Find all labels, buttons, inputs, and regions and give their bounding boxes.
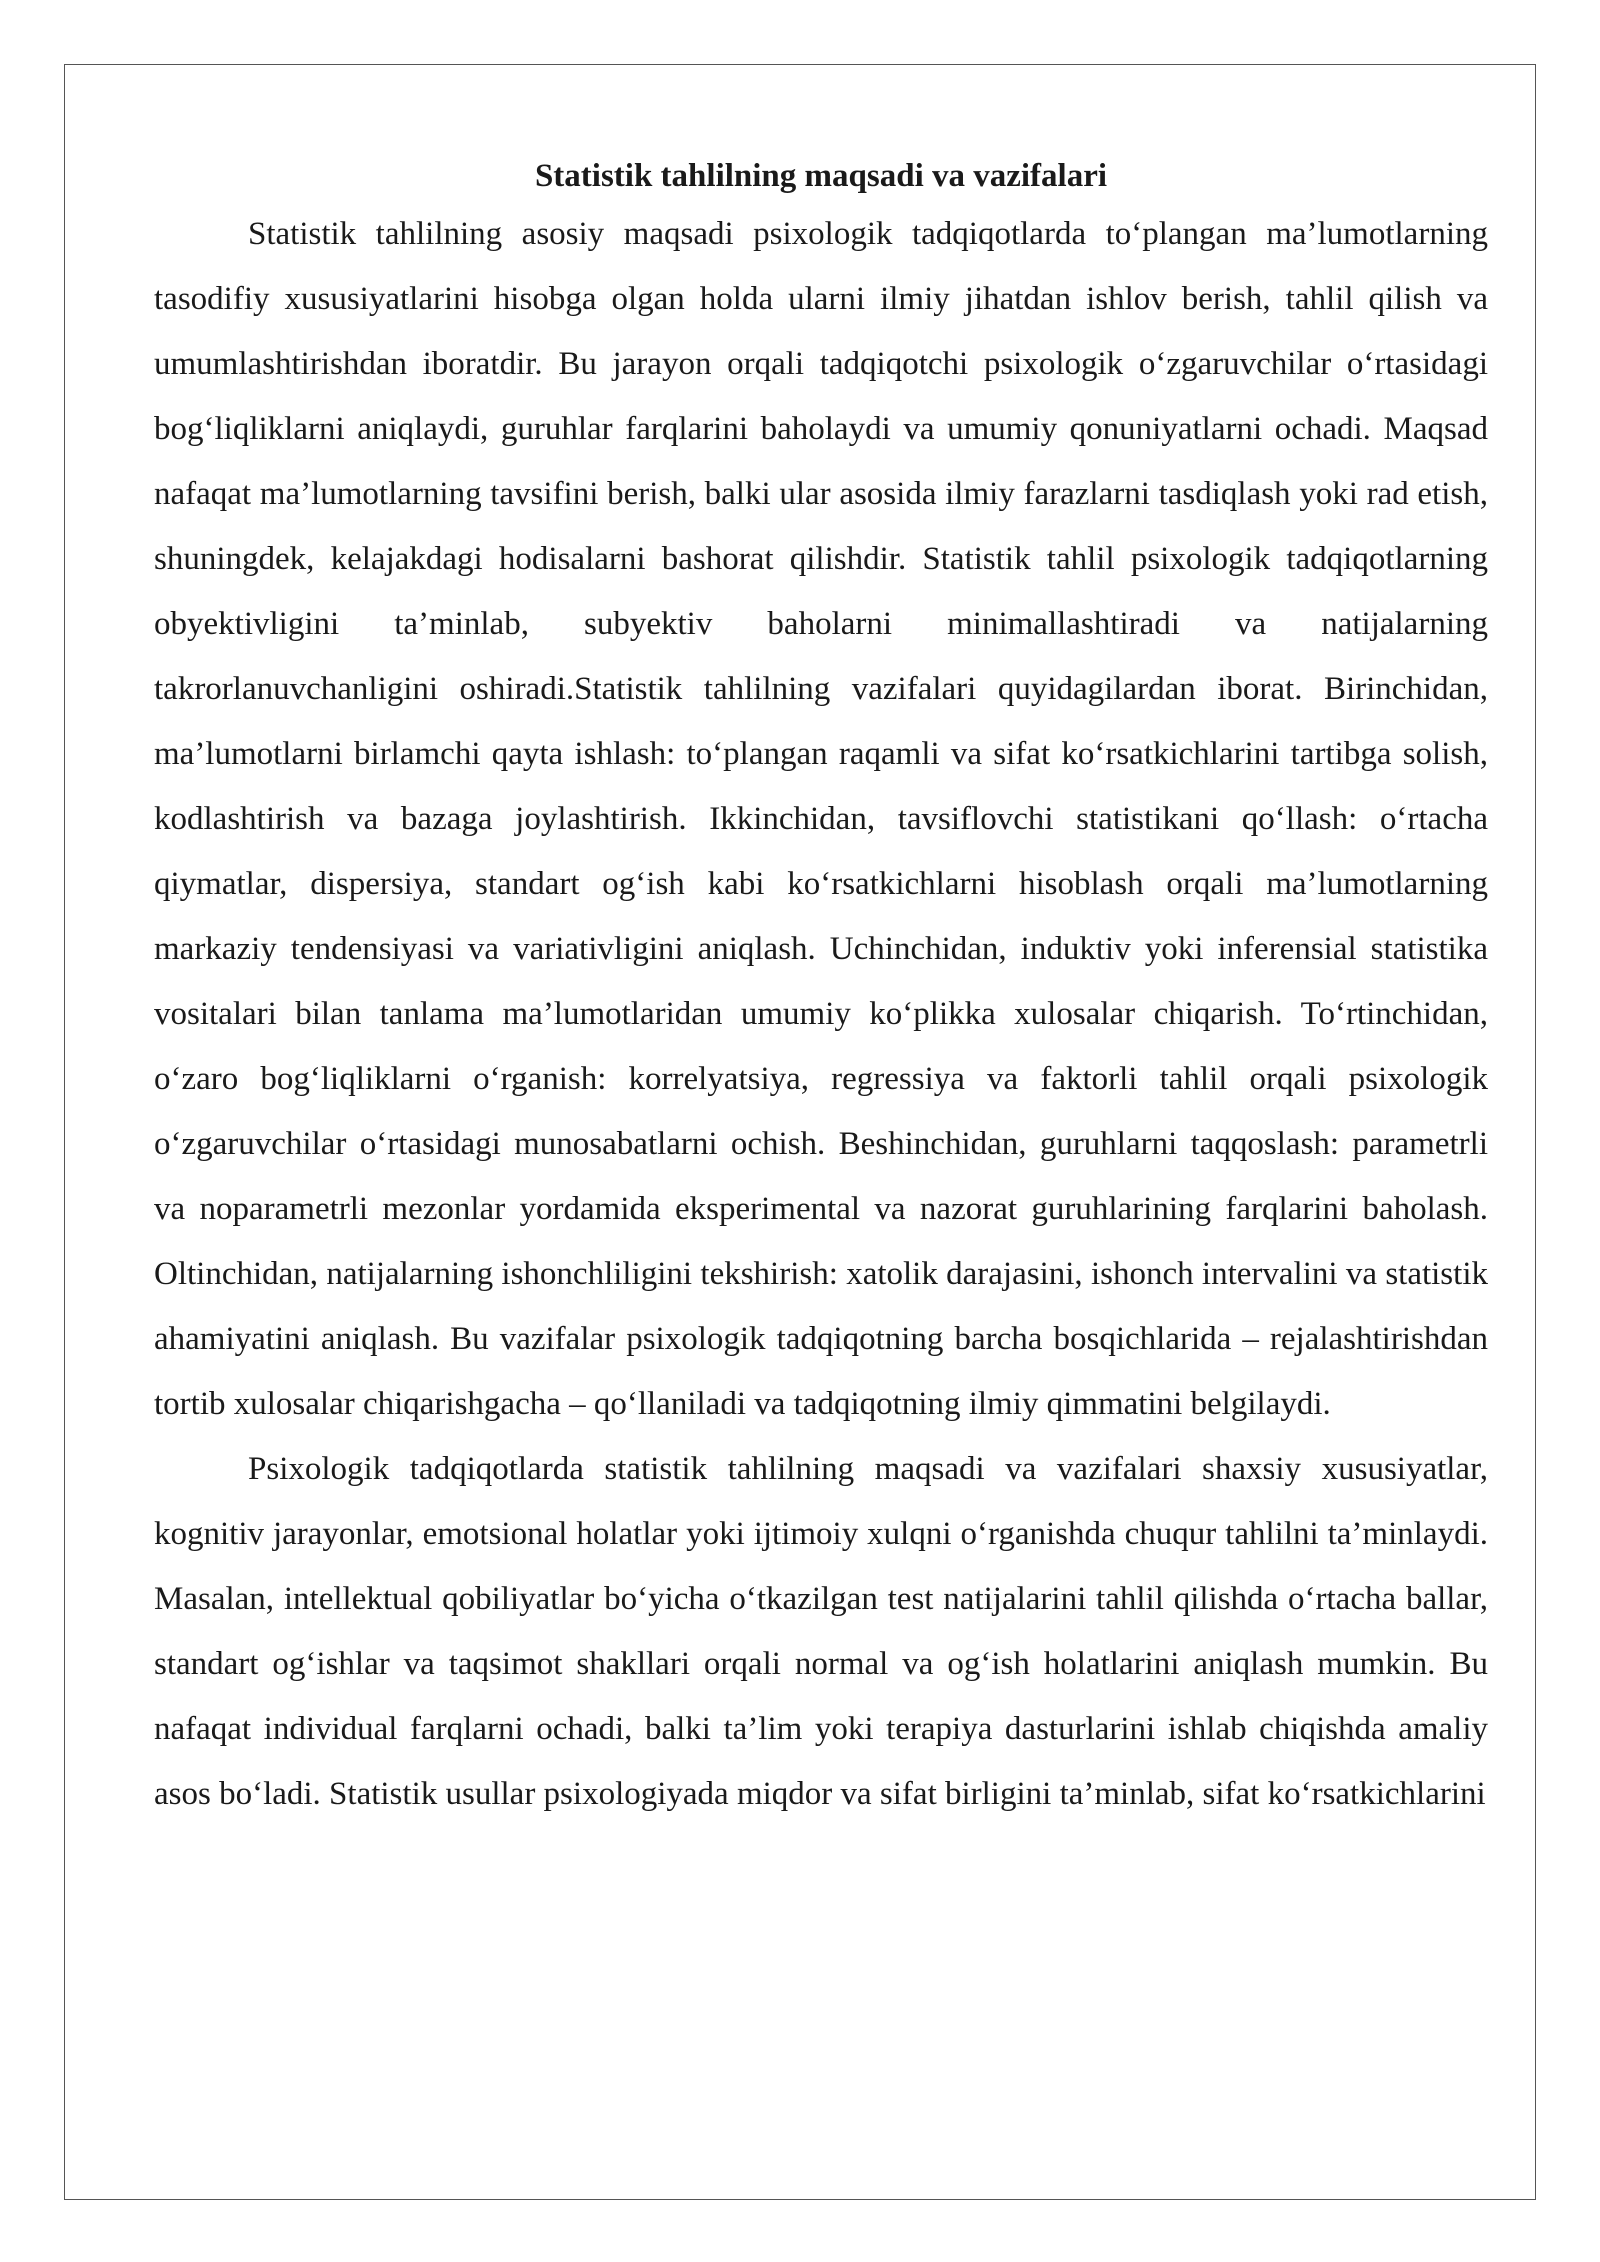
document-body xyxy=(154,150,1488,1827)
paragraph-1: Statistik tahlilning asosiy maqsadi psixologik tadqiqotlarda to‘plangan ma’lumotlarning tasodifiy xususiyatlarini hisobga olgan holda ularni ilmiy jihatdan ishlov berish, tahlil qilish va umumlashtirishdan iboratdir. Bu jarayon orqali tadqiqotchi psixologik o‘zgaruvchilar o‘rtasidagi bog‘liqliklarni aniqlaydi, guruhlar farqlarini baholaydi va umumiy qonuniyatlarni ochadi. Maqsad nafaqat ma’lumotlarning tavsifini berish, balki ular asosida ilmiy farazlarni tasdiqlash yoki rad etish, shuningdek, kelajakdagi hodisalarni bashorat qilishdir. Statistik tahlil psixologik tadqiqotlarning obyektivligini ta’minlab, subyektiv baholarni minimallashtiradi va natijalarning takrorlanuvchanligini oshiradi.Statistik tahlilning vazifalari quyidagilardan iborat. Birinchidan, ma’lumotlarni birlamchi qayta ishlash: to‘plangan raqamli va sifat ko‘rsatkichlarini tartibga solish, kodlashtirish va bazaga joylashtirish. Ikkinchidan, tavsiflovchi statistikani qo‘llash: o‘rtacha qiymatlar, dispersiya, standart og‘ish kabi ko‘rsatkichlarni hisoblash orqali ma’lumotlarning markaziy tendensiyasi va variativligini aniqlash. Uchinchidan, induktiv yoki inferensial statistika vositalari bilan tanlama ma’lumotlaridan umumiy ko‘plikka xulosalar chiqarish. To‘rtinchidan, o‘zaro bog‘liqliklarni o‘rganish: korrelyatsiya, regressiya va faktorli tahlil orqali psixologik o‘zgaruvchilar o‘rtasidagi munosabatlarni ochish. Beshinchidan, guruhlarni taqqoslash: parametrli va noparametrli mezonlar yordamida eksperimental va nazorat guruhlarining farqlarini baholash. Oltinchidan, natijalarning ishonchliligini tekshirish: xatolik darajasini, ishonch intervalini va statistik ahamiyatini aniqlash. Bu vazifalar psixologik tadqiqotning barcha bosqichlarida – rejalashtirishdan tortib xulosalar chiqarishgacha – qo‘llaniladi va tadqiqotning ilmiy qimmatini belgilaydi. xyxy=(154,216,1488,1422)
paragraph-2: Psixologik tadqiqotlarda statistik tahlilning maqsadi va vazifalari shaxsiy xususiyatlar, kognitiv jarayonlar, emotsional holatlar yoki ijtimoiy xulqni o‘rganishda chuqur tahlilni ta’minlaydi. Masalan, intellektual qobiliyatlar bo‘yicha o‘tkazilgan test natijalarini tahlil qilishda o‘rtacha ballar, standart og‘ishlar va taqsimot shakllari orqali normal va og‘ish holatlarini aniqlash mumkin. Bu nafaqat individual farqlarni ochadi, balki ta’lim yoki terapiya dasturlarini ishlab chiqishda amaliy asos bo‘ladi. Statistik usullar psixologiyada miqdor va sifat birligini ta’minlab, sifat ko‘rsatkichlarini xyxy=(154,1451,1488,1812)
document-title: Statistik tahlilning maqsadi va vazifalari xyxy=(534,158,1108,194)
